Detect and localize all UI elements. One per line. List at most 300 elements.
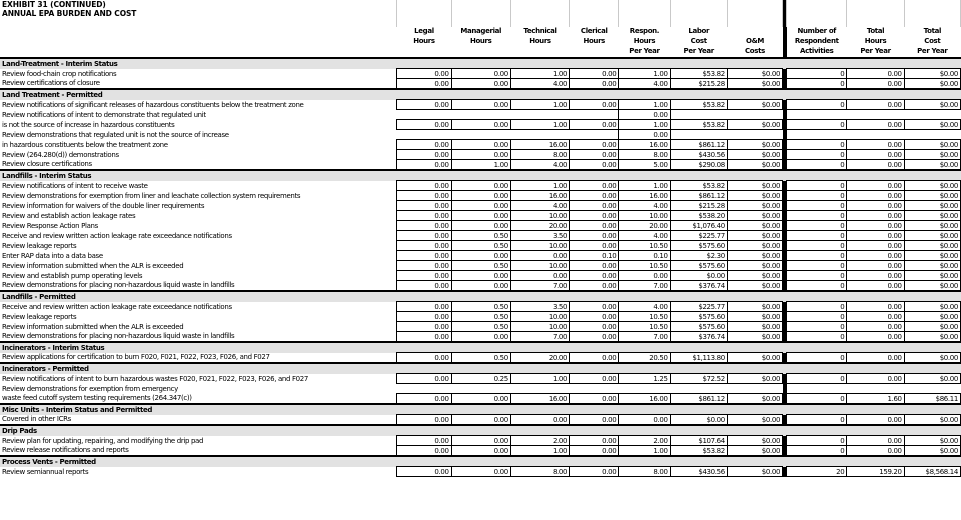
value-cell: $0.00 [904,231,960,241]
value-cell: 16.00 [510,140,569,150]
blank-cell [510,0,569,9]
value-cell: $0.00 [670,415,727,426]
value-cell: $2.30 [670,251,727,261]
value-cell [787,384,847,394]
value-cell: $861.12 [670,191,727,201]
value-cell: 0.00 [451,394,510,405]
value-cell: 0.00 [570,221,619,231]
value-cell: $0.00 [904,120,960,130]
value-cell: 4.00 [510,201,569,211]
activity-label: Review information for waivers of the double liner requirements [2,201,205,210]
value-cell: 10.00 [619,211,670,221]
column-header-line: Total [866,27,885,35]
value-cell: $53.82 [670,446,727,457]
value-cell: 1.00 [451,160,510,171]
value-cell: 0.00 [397,353,451,364]
value-cell: 0.00 [570,353,619,364]
value-cell: 0.00 [619,110,670,120]
column-header [727,27,782,58]
column-header-line: Labor [688,27,710,35]
value-cell: 0.00 [570,100,619,110]
blank-cell [787,363,961,374]
blank-cell [619,9,670,18]
table-row [0,241,961,251]
blank-cell [847,18,904,27]
value-cell: 0.00 [451,251,510,261]
activity-label: Review information submitted when the ALR is exceeded [2,261,184,270]
section-title: Misc Units - Interim Status and Permitted [0,404,783,415]
activity-label: Review and establish pump operating levels [2,271,143,280]
activity-label: Review certifications of closure [2,79,100,88]
value-cell: 10.50 [619,261,670,271]
column-header-line: Cost [924,37,941,45]
value-cell: $1,113.80 [670,353,727,364]
value-cell: 16.00 [619,394,670,405]
section-header-row [0,291,961,302]
value-cell: 1.00 [510,374,569,384]
value-cell [570,130,619,140]
value-cell: 0.50 [451,241,510,251]
value-cell: 0.00 [847,69,904,79]
value-cell: 3.50 [510,302,569,312]
blank-cell [670,18,727,27]
column-header [510,27,569,58]
value-cell: 0.00 [847,332,904,343]
column-header [451,27,510,58]
value-cell: 0.00 [570,261,619,271]
activity-label: Review and establish action leakage rates [2,211,136,220]
value-cell: $72.52 [670,374,727,384]
column-header [570,27,619,58]
section-title: Land Treatment - Permitted [0,89,783,100]
column-header-line: Legal [414,27,434,35]
value-cell: $86.11 [904,394,960,405]
value-cell: 0 [787,231,847,241]
value-cell: $430.56 [670,467,727,477]
section-title: Landfills - Interim Status [0,170,783,181]
value-cell: 0.00 [451,181,510,191]
value-cell: $0.00 [727,374,782,384]
activity-label: Review leakage reports [2,241,77,250]
value-cell: 0.00 [619,130,670,140]
value-cell: $861.12 [670,140,727,150]
value-cell: 0.00 [847,281,904,292]
value-cell: $215.28 [670,79,727,90]
value-cell: 0 [787,281,847,292]
table-row [0,332,961,343]
value-cell: $0.00 [727,181,782,191]
value-cell: $0.00 [904,436,960,446]
value-cell: 0.00 [451,150,510,160]
value-cell: 0.00 [397,100,451,110]
section-header-row [0,342,961,353]
value-cell: $0.00 [727,467,782,477]
table-row [0,201,961,211]
value-cell [510,384,569,394]
value-cell: $0.00 [727,160,782,171]
value-cell: 10.00 [510,241,569,251]
value-cell: $0.00 [904,374,960,384]
blank-cell [670,9,727,18]
value-cell: $0.00 [727,100,782,110]
value-cell: 0 [787,302,847,312]
value-cell: 0.00 [847,312,904,322]
value-cell [727,110,782,120]
value-cell: 0.00 [397,332,451,343]
value-cell: 20.00 [510,353,569,364]
value-cell: 4.00 [619,231,670,241]
value-cell [451,130,510,140]
value-cell: $0.00 [904,261,960,271]
value-cell: 0 [787,251,847,261]
value-cell: 0.00 [619,415,670,426]
blank-cell [451,0,510,9]
value-cell: $0.00 [727,201,782,211]
exhibit-title: ANNUAL EPA BURDEN AND COST [0,9,397,18]
value-cell: 0.25 [451,374,510,384]
activity-label: Covered in other ICRs [2,415,71,424]
value-cell [570,384,619,394]
activity-label: waste feed cutoff system testing requirements (264.347(c)) [2,394,192,403]
value-cell: 0.00 [397,160,451,171]
value-cell: 0.00 [451,201,510,211]
value-cell: $0.00 [904,181,960,191]
value-cell: 0.10 [619,251,670,261]
column-header-line: Total [923,27,942,35]
value-cell: 4.00 [619,302,670,312]
table-row [0,394,961,405]
value-cell: 1.60 [847,394,904,405]
value-cell: 0.00 [570,415,619,426]
value-cell: 0 [787,322,847,332]
blank-cell [847,9,904,18]
value-cell: 0.00 [570,140,619,150]
value-cell: 0.00 [397,261,451,271]
value-cell: 0.00 [570,79,619,90]
table-row [0,120,961,130]
value-cell: 10.50 [619,312,670,322]
value-cell: 8.00 [619,467,670,477]
value-cell: 7.00 [510,332,569,343]
blank-cell [787,425,961,436]
value-cell: 0.50 [451,322,510,332]
table-row [0,191,961,201]
value-cell [847,130,904,140]
value-cell: 0 [787,271,847,281]
value-cell: $0.00 [904,150,960,160]
table-row [0,271,961,281]
value-cell: $53.82 [670,69,727,79]
value-cell: $0.00 [727,120,782,130]
value-cell: 0.00 [397,120,451,130]
blank-cell [787,170,961,181]
table-row [0,322,961,332]
table-row [0,374,961,384]
value-cell: 0.00 [570,120,619,130]
column-header-line: Hours [583,37,605,45]
blank-cell [787,456,961,467]
value-cell: $290.08 [670,160,727,171]
activity-label: Review semiannual reports [2,467,89,476]
value-cell: 0.00 [847,436,904,446]
value-cell: $861.12 [670,394,727,405]
value-cell: $0.00 [904,241,960,251]
blank-cell [397,9,451,18]
value-cell: 0.00 [570,332,619,343]
column-header-line: Hours [469,37,492,45]
value-cell: 0.00 [570,467,619,477]
column-header-line: Costs [745,47,765,55]
blank-cell [904,0,960,9]
value-cell: $0.00 [727,251,782,261]
blank-cell [397,0,451,9]
value-cell: 0.00 [510,271,569,281]
value-cell: 0.00 [451,100,510,110]
column-header [619,27,670,58]
value-cell: 7.00 [619,332,670,343]
value-cell: 0.00 [570,374,619,384]
value-cell: 1.00 [510,69,569,79]
column-header [904,27,960,58]
value-cell: 0.50 [451,302,510,312]
blank-cell [570,9,619,18]
value-cell: 0.00 [451,415,510,426]
value-cell: 0.00 [397,251,451,261]
section-header-row [0,456,961,467]
value-cell: 0 [787,261,847,271]
value-cell: 0.00 [570,231,619,241]
table-row [0,231,961,241]
value-cell: $0.00 [727,322,782,332]
column-header-line: Activities [800,47,834,55]
table-row [0,100,961,110]
section-title: Landfills - Permitted [0,291,783,302]
value-cell [787,110,847,120]
value-cell: 0.00 [570,201,619,211]
value-cell: 0.00 [397,271,451,281]
blank-cell [619,18,670,27]
activity-label: Review Response Action Plans [2,221,98,230]
value-cell: $0.00 [727,231,782,241]
value-cell: $575.60 [670,312,727,322]
value-cell: 0 [787,415,847,426]
value-cell: $0.00 [727,261,782,271]
blank-cell [727,9,782,18]
value-cell: $0.00 [727,69,782,79]
section-title: Incinerators - Interim Status [0,342,783,353]
value-cell: 0.00 [397,312,451,322]
column-header-line: Technical [523,27,557,35]
value-cell: 1.00 [510,120,569,130]
value-cell: 0.00 [570,281,619,292]
value-cell: $0.00 [904,100,960,110]
value-cell: $53.82 [670,120,727,130]
value-cell [847,110,904,120]
value-cell: 0.00 [847,251,904,261]
value-cell: 16.00 [510,394,569,405]
table-row [0,79,961,90]
value-cell: 4.00 [510,79,569,90]
value-cell: 1.00 [619,120,670,130]
value-cell: 20.50 [619,353,670,364]
blank-cell [787,58,961,69]
value-cell: 0 [787,221,847,231]
value-cell: 8.00 [510,150,569,160]
value-cell: $0.00 [904,415,960,426]
value-cell: 20.00 [619,221,670,231]
table-row [0,221,961,231]
value-cell: 10.00 [510,211,569,221]
value-cell: 0 [787,140,847,150]
blank-cell [510,18,569,27]
table-row [0,130,961,140]
value-cell: 0.00 [847,271,904,281]
blank-cell [787,291,961,302]
blank-cell [847,0,904,9]
value-cell [451,110,510,120]
column-header-line: Per Year [917,47,948,55]
blank-cell [670,0,727,9]
blank-cell [787,18,847,27]
activity-label: Review notifications of intent to demonstrate that regulated unit [2,110,206,119]
value-cell: 0.50 [451,312,510,322]
activity-label: Review (264.280(d)) demonstrations [2,150,119,159]
blank-cell [787,404,961,415]
value-cell: 0.00 [847,181,904,191]
value-cell [904,384,960,394]
column-header [670,27,727,58]
value-cell: $0.00 [727,312,782,322]
blank-cell [904,18,960,27]
value-cell: $0.00 [727,140,782,150]
value-cell: $53.82 [670,100,727,110]
value-cell: 0.00 [847,191,904,201]
value-cell: $538.20 [670,211,727,221]
blank-cell [727,18,782,27]
value-cell: 0.00 [397,181,451,191]
activity-label: Review release notifications and reports [2,446,129,455]
value-cell: 4.00 [619,79,670,90]
blank-cell [397,18,451,27]
value-cell: $0.00 [727,191,782,201]
value-cell: 0.00 [570,436,619,446]
column-header-line [729,27,780,37]
value-cell: 0.00 [570,191,619,201]
value-cell: 0.00 [451,221,510,231]
table-row [0,160,961,171]
value-cell: 0.00 [570,241,619,251]
value-cell [510,110,569,120]
column-header-line: Per Year [860,47,891,55]
value-cell: 0.00 [397,394,451,405]
value-cell: 1.00 [619,100,670,110]
value-cell: $0.00 [904,302,960,312]
value-cell: 0 [787,160,847,171]
column-header-line: Per Year [629,47,660,55]
value-cell: 0 [787,120,847,130]
value-cell: $0.00 [904,281,960,292]
value-cell: 0.10 [570,251,619,261]
value-cell: 0 [787,150,847,160]
value-cell: 0.00 [397,281,451,292]
value-cell: 1.00 [619,446,670,457]
value-cell: $0.00 [904,312,960,322]
value-cell: 2.00 [619,436,670,446]
value-cell: 0.00 [570,181,619,191]
value-cell: 0.00 [570,322,619,332]
value-cell: 0.00 [570,271,619,281]
value-cell: 0.00 [847,100,904,110]
blank-cell [0,18,397,27]
value-cell: $0.00 [904,332,960,343]
column-header [787,27,847,58]
value-cell: 0.00 [570,394,619,405]
value-cell: 20.00 [510,221,569,231]
activity-label: Receive and review written action leakage rate exceedance notifications [2,302,232,311]
value-cell: 1.00 [619,181,670,191]
value-cell: $0.00 [904,140,960,150]
value-cell: 0.00 [451,211,510,221]
value-cell: 0.00 [847,353,904,364]
value-cell: $53.82 [670,181,727,191]
table-row [0,436,961,446]
value-cell: 0.00 [397,302,451,312]
column-header [847,27,904,58]
activity-label: Receive and review written action leakage rate exceedance notifications [2,231,232,240]
value-cell: 0.00 [397,211,451,221]
value-cell: 0.00 [570,160,619,171]
value-cell: 0.00 [397,150,451,160]
activity-label: is not the source of increase in hazardous constituents [2,120,175,129]
table-row [0,312,961,322]
table-row [0,211,961,221]
value-cell: 10.00 [510,312,569,322]
value-cell: 0.00 [397,221,451,231]
value-cell: 0.00 [451,271,510,281]
activity-label: Review applications for certification to burn F020, F021, F022, F023, F026, and F027 [2,353,270,362]
value-cell: 0.00 [570,69,619,79]
value-cell: 0.00 [451,79,510,90]
value-cell: 0.00 [397,446,451,457]
value-cell: 20 [787,467,847,477]
table-row [0,69,961,79]
value-cell: 0.00 [847,415,904,426]
section-title: Drip Pads [0,425,783,436]
value-cell: $0.00 [904,201,960,211]
value-cell: 1.25 [619,374,670,384]
value-cell: 0.00 [847,446,904,457]
value-cell: $0.00 [727,221,782,231]
value-cell: 0 [787,374,847,384]
section-header-row [0,58,961,69]
column-header [397,27,451,58]
column-header-line: Hours [864,37,887,45]
value-cell: $0.00 [727,353,782,364]
value-cell: $575.60 [670,322,727,332]
value-cell: $0.00 [727,332,782,343]
value-cell: 3.50 [510,231,569,241]
value-cell: 0.00 [451,436,510,446]
value-cell: 1.00 [510,100,569,110]
value-cell: 10.50 [619,241,670,251]
value-cell: $0.00 [904,271,960,281]
value-cell: $225.77 [670,302,727,312]
value-cell: 0.00 [451,467,510,477]
value-cell: 0 [787,79,847,90]
value-cell: 0 [787,436,847,446]
activity-label: Review demonstrations for exemption from emergency [2,384,178,393]
section-header-row [0,89,961,100]
